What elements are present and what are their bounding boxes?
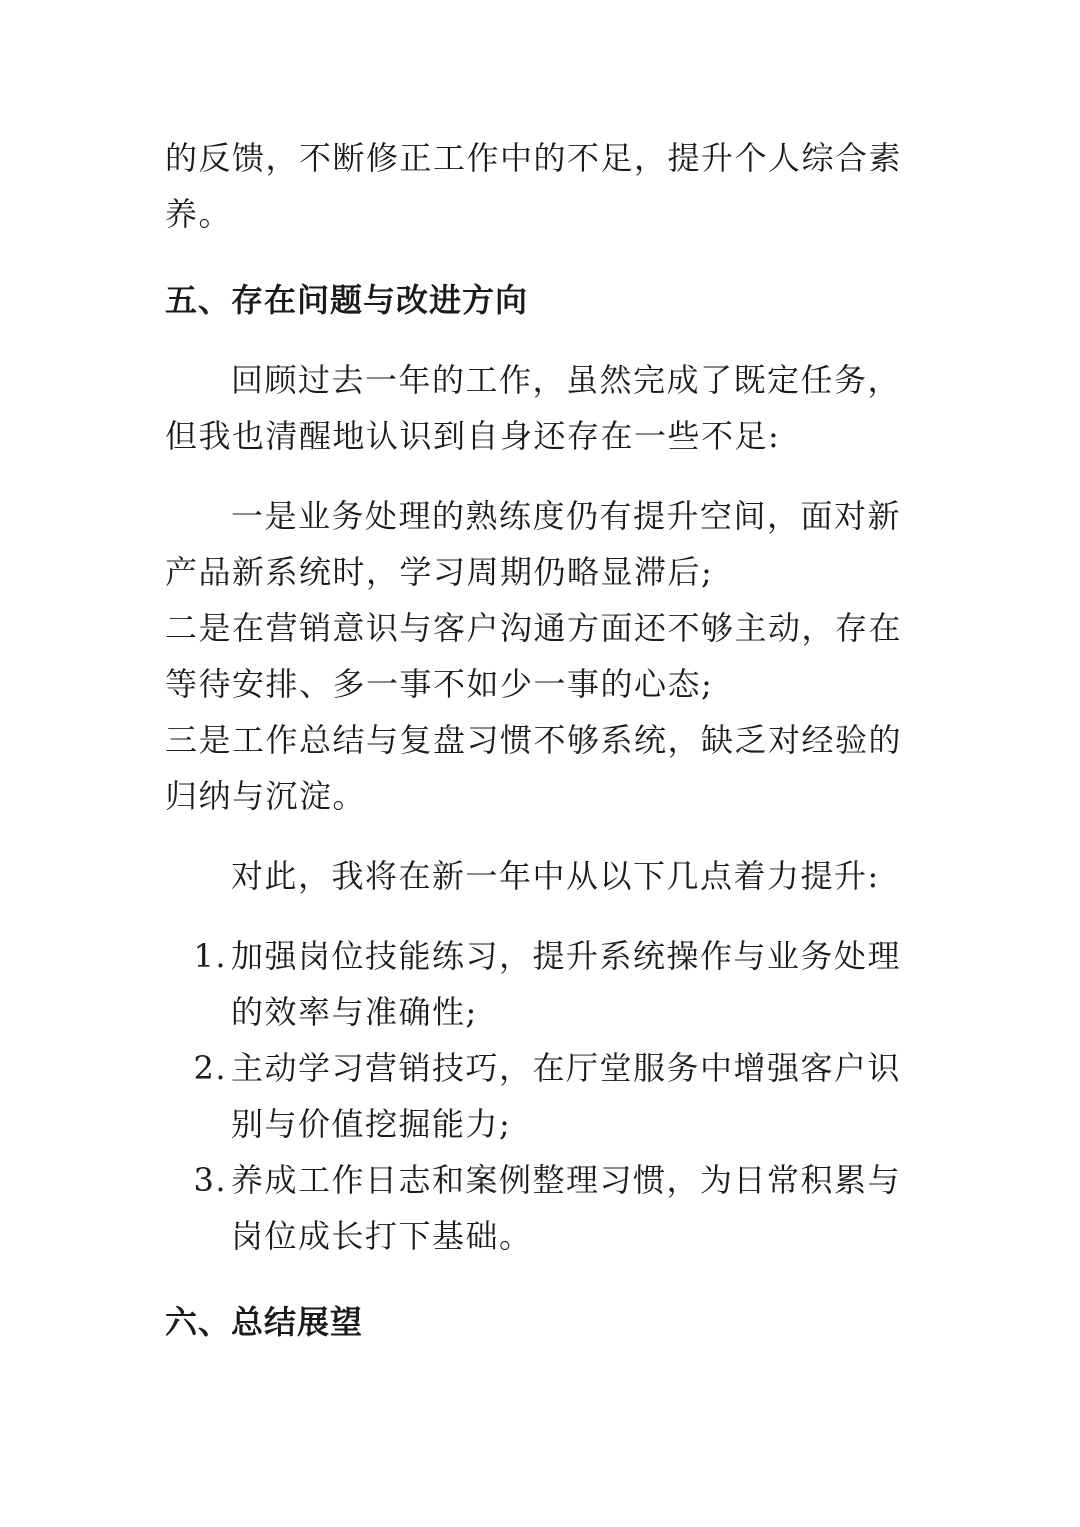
- list-item: [165, 928, 925, 1040]
- section-heading-6: 六、总结展望: [165, 1303, 364, 1341]
- list-item-number: 3.: [193, 1161, 227, 1199]
- list-item-text: 主动学习营销技巧，在厅堂服务中增强客户识别与价值挖掘能力;: [231, 1049, 902, 1143]
- paragraph-issue-2: 二是在营销意识与客户沟通方面还不够主动，存在等待安排、多一事不如少一事的心态;: [165, 609, 903, 703]
- list-item-number: 2.: [193, 1049, 227, 1087]
- improvement-list: [165, 928, 925, 1264]
- list-item: [165, 1040, 925, 1152]
- list-item-number: 1.: [193, 937, 227, 975]
- list-item: [165, 1152, 925, 1264]
- paragraph-review: 回顾过去一年的工作，虽然完成了既定任务，但我也清醒地认识到自身还存在一些不足:: [165, 361, 902, 455]
- list-item-text: 加强岗位技能练习，提升系统操作与业务处理的效率与准确性;: [231, 937, 902, 1031]
- paragraph-issue-3: 三是工作总结与复盘习惯不够系统，缺乏对经验的归纳与沉淀。: [165, 721, 903, 815]
- paragraph-improvement-intro: 对此，我将在新一年中从以下几点着力提升:: [231, 857, 880, 895]
- section-heading-5: 五、存在问题与改进方向: [165, 281, 529, 319]
- paragraph-continuation: 的反馈，不断修正工作中的不足，提升个人综合素养。: [165, 139, 903, 233]
- list-item-text: 养成工作日志和案例整理习惯，为日常积累与岗位成长打下基础。: [231, 1161, 902, 1255]
- paragraph-issue-1: 一是业务处理的熟练度仍有提升空间，面对新产品新系统时，学习周期仍略显滞后;: [165, 497, 902, 591]
- document-page: [165, 130, 925, 1350]
